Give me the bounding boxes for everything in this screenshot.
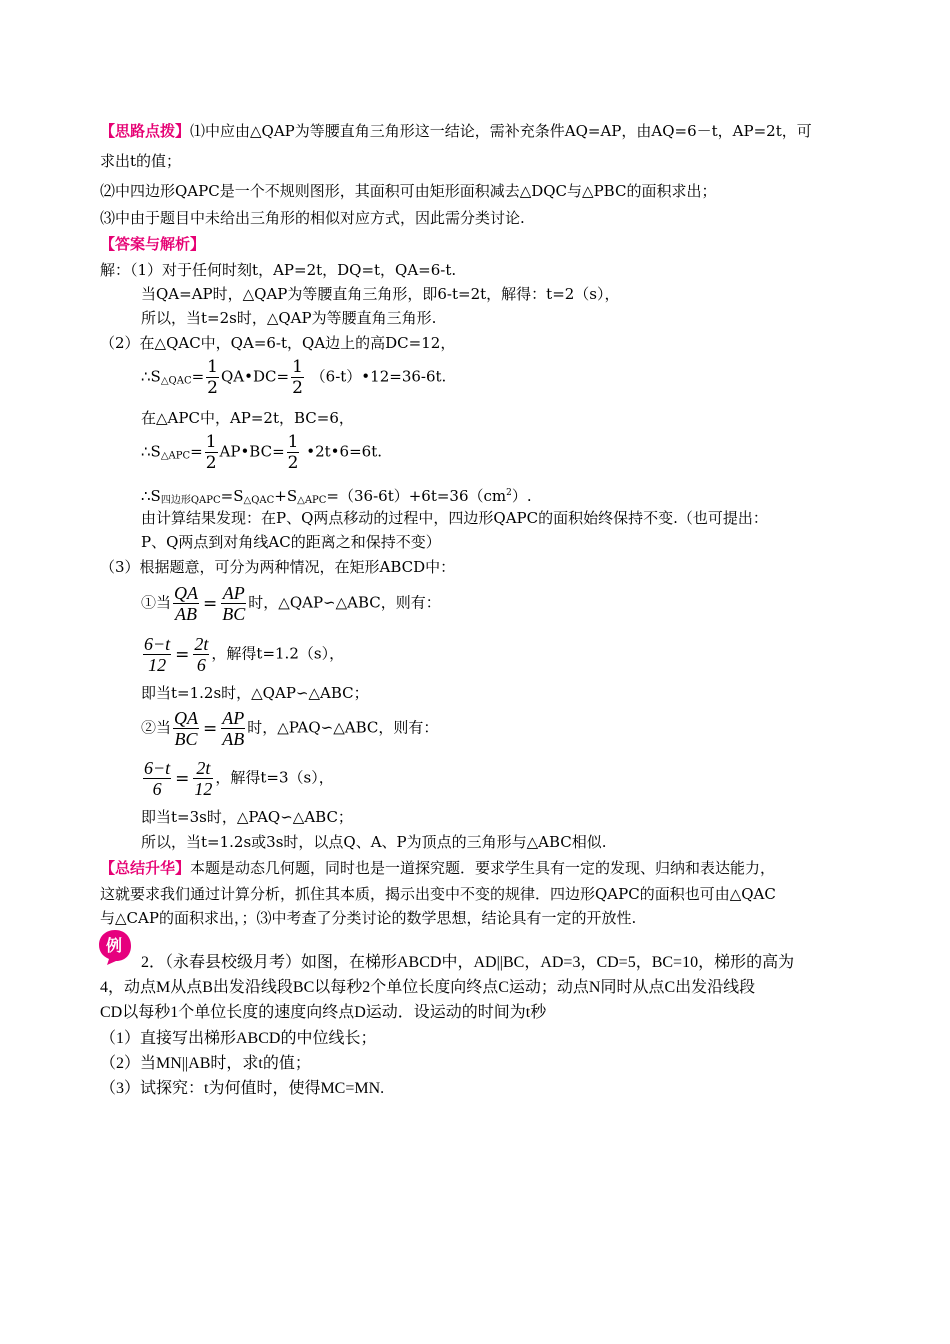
subscript-quad: 四边形QAPC [160,495,221,506]
summary-line-3: 与△CAP的面积求出，；⑶中考查了分类讨论的数学思想，结论具有一定的开放性. [100,909,637,927]
fraction-numerator: AP [222,708,245,728]
expr-part: =S [220,487,244,505]
example-badge-label: 例 [105,936,123,955]
answer-line-b2 [141,357,446,398]
therefore-s: ∴S [141,367,161,386]
example-line-3: CD以每秒1个单位长度的速度向终点D运动．设运动的时间为t秒 [100,1004,547,1021]
case-2-solution: ，解得t=3（s）， [215,768,334,787]
answer-line-c4: 即当t=1.2s时，△QAP∽△ABC； [141,684,369,702]
fraction-half [206,357,219,398]
fraction-numerator: QA [174,583,199,603]
fraction-numerator: 6−t [144,634,171,654]
fraction-denominator: 2 [287,453,299,473]
subscript-apc: △APC [160,450,191,462]
expression-mid: AP•BC= [219,442,285,461]
hint-heading: 【思路点拨】 [100,122,191,140]
fraction-numerator: 1 [207,357,218,377]
superscript-2: 2 [506,488,512,498]
answer-line-c5 [141,708,438,749]
case-2-text: 时，△PAQ∽△ABC，则有： [247,718,439,737]
answer-line-b4 [141,432,382,473]
answer-line-c8: 所以，当t=1.2s或3s时，以点Q、A、P为顶点的三角形与△ABC相似. [141,833,607,851]
expr-part: =（36-6t）+6t=36（cm [326,487,507,505]
fraction-denominator: 2 [207,378,218,398]
expr-part: +S [274,487,298,505]
hint-line-3: ⑵中四边形QAPC是一个不规则图形，其面积可由矩形面积减去△DQC与△PBC的面积求出； [100,182,717,200]
case-1-label: ①当 [141,593,172,612]
fraction-qa-bc [173,708,199,749]
answer-line-b1: （2）在△QAC中，QA=6-t，QA边上的高DC=12， [100,334,456,352]
answer-line-b3: 在△APC中，AP=2t，BC=6， [141,409,354,427]
fraction-numerator: QA [174,708,199,728]
expression-end: •2t•6=6t. [306,442,382,461]
fraction-ap-bc [221,583,246,624]
answer-line-c1: （3）根据题意，可分为两种情况，在矩形ABCD中： [100,558,456,576]
fraction-numerator: 2t [193,758,213,779]
summary-heading: 【总结升华】 [100,859,191,877]
fraction-half [287,432,300,473]
fraction-numerator: 6−t [144,758,171,778]
answer-line-b7: P、Q两点到对角线AC的距离之和保持不变） [141,533,441,551]
example-badge [97,928,133,966]
fraction-6-t-12 [143,634,171,675]
fraction-denominator: 6 [152,779,162,799]
answer-line-b6: 由计算结果发现：在P、Q两点移动的过程中，四边形QAPC的面积始终保持不变.（也可提出： [141,509,768,527]
equals-sign: = [175,768,190,789]
equals-sign: = [191,367,205,386]
answer-line-c7: 即当t=3s时，△PAQ∽△ABC； [141,808,353,826]
hint-line-1 [100,121,812,141]
example-question-2: （2）当MN||AB时，求t的值； [100,1055,311,1072]
answer-line-b5 [141,483,532,511]
equals-sign: = [203,718,218,739]
fraction-2t-12 [193,758,213,799]
summary-line-2: 这就要求我们通过计算分析，抓住其本质，揭示出变中不变的规律．四边形QAPC的面积也可由△QAC [100,885,776,903]
expr-end: ）. [511,487,532,505]
fraction-half [205,432,218,473]
fraction-ap-ab [221,708,245,749]
subscript-qac: △QAC [160,375,192,387]
fraction-6-t-6 [143,758,171,799]
fraction-2t-6 [193,634,209,675]
answer-line-c3 [141,634,344,675]
case-1-solution: ，解得t=1.2（s）， [211,644,345,663]
fraction-denominator: AB [175,604,198,624]
example-badge-icon [97,928,133,966]
answer-line-c6 [141,758,334,799]
hint-line-4: ⑶中由于题目中未给出三角形的相似对应方式，因此需分类讨论. [100,209,525,227]
example-question-1: （1）直接写出梯形ABCD的中位线长； [100,1030,377,1047]
answer-line-a2: 当QA=AP时，△QAP为等腰直角三角形，即6-t=2t，解得：t=2（s）， [141,285,620,303]
answer-line-a3: 所以，当t=2s时，△QAP为等腰直角三角形. [141,309,437,327]
fraction-qa-ab [173,583,199,624]
answer-line-a1: 解：（1）对于任何时刻t，AP=2t，DQ=t，QA=6-t. [100,261,457,279]
fraction-denominator: BC [222,604,246,624]
case-1-text: 时，△QAP∽△ABC，则有： [248,593,441,612]
answer-heading: 【答案与解析】 [100,235,206,253]
subscript-qac: △QAC [243,495,275,506]
fraction-denominator: 12 [194,779,213,799]
subscript-apc: △APC [297,495,327,506]
therefore-s: ∴S [141,442,161,461]
expression-mid: QA•DC= [221,367,290,386]
fraction-denominator: BC [174,729,198,749]
example-question-3: （3）试探究：t为何值时，使得MC=MN. [100,1080,385,1097]
fraction-numerator: 2t [194,634,209,654]
fraction-numerator: 1 [292,357,303,377]
fraction-denominator: AB [222,729,245,749]
fraction-numerator: AP [222,583,245,603]
case-2-label: ②当 [141,718,172,737]
hint-line-2: 求出t的值； [100,152,182,170]
equals-sign: = [190,442,203,461]
equals-sign: = [203,593,218,614]
fraction-half [291,357,304,398]
equals-sign: = [175,644,190,665]
fraction-denominator: 2 [205,453,217,473]
fraction-numerator: 1 [287,432,299,452]
therefore-s: ∴S [141,487,161,505]
example-line-2: 4，动点M从点B出发沿线段BC以每秒2个单位长度向终点C运动；动点N同时从点C出发沿线段 [100,979,756,996]
summary-text-1: 本题是动态几何题，同时也是一道探究题．要求学生具有一定的发现、归纳和表达能力， [190,859,776,877]
answer-line-c2 [141,583,441,624]
fraction-denominator: 2 [292,378,303,398]
summary-line-1 [100,858,775,878]
example-line-1: 2．（永春县校级月考）如图，在梯形ABCD中，AD||BC，AD=3，CD=5，BC=10，梯形的高为 [141,954,795,971]
fraction-numerator: 1 [205,432,217,452]
expression-end: （6-t）•12=36-6t. [310,367,447,386]
fraction-denominator: 12 [148,655,167,675]
fraction-denominator: 6 [196,655,206,675]
hint-text-1: ⑴中应由△QAP为等腰直角三角形这一结论，需补充条件AQ=AP，由AQ=6－t，AP=2t，可 [190,122,812,140]
